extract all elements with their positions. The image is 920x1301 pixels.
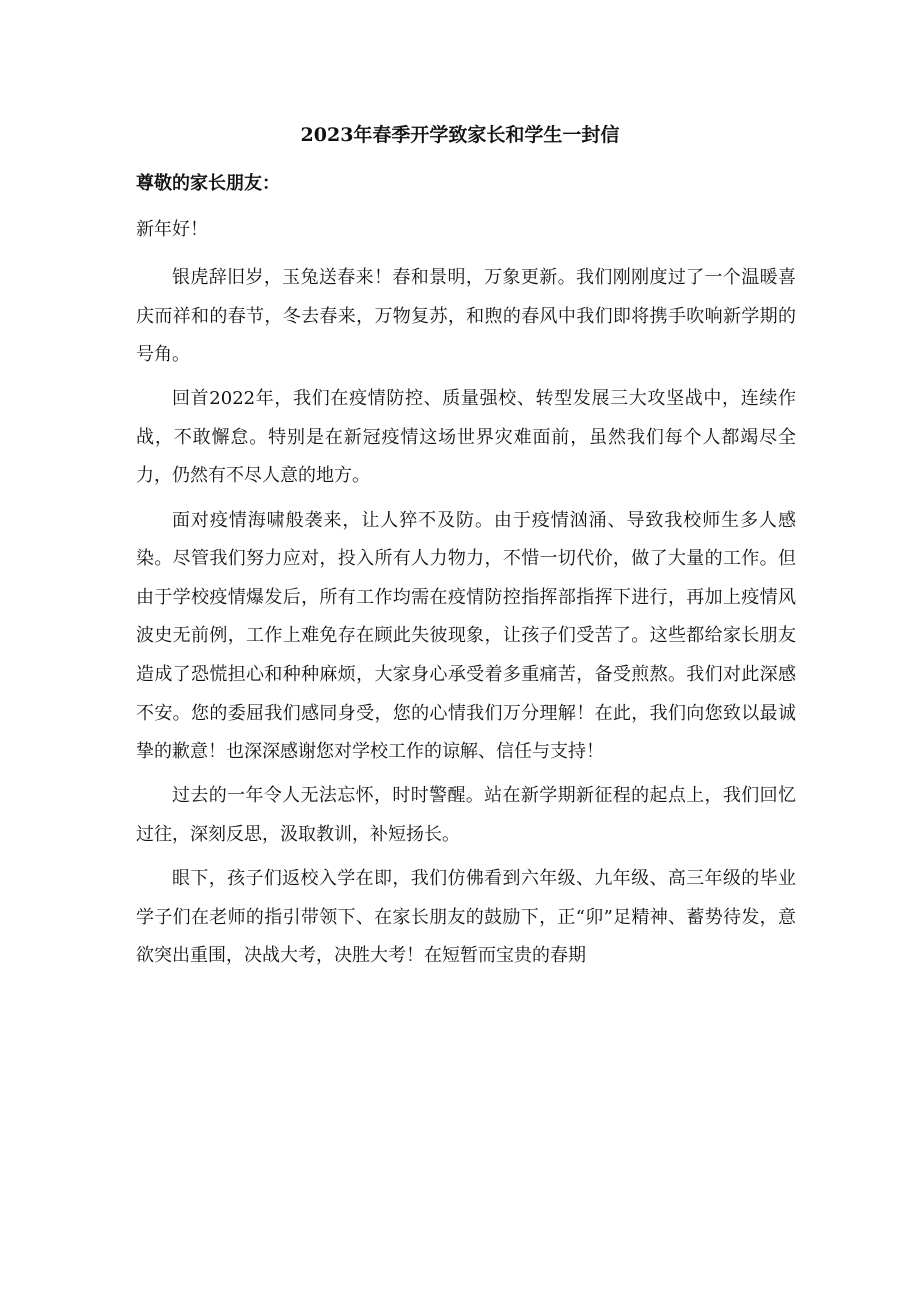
paragraph-epidemic-apology: 面对疫情海啸般袭来，让人猝不及防。由于疫情汹涌、导致我校师生多人感染。尽管我们努力应对，投入所有人力物力，不惜一切代价，做了大量的工作。但由于学校疫情爆发后，所有工作均需在疫情防控指挥部指挥下进行，再加上疫情风波史无前例，工作上难免存在顾此失彼现象，让孩子们受苦了。这些都给家长朋友造成了恐慌担心和种种麻烦，大家身心承受着多重痛苦，备受煎熬。我们对此深感不安。您的委屈我们感同身受，您的心情我们万分理解！在此，我们向您致以最诚挚的歉意！也深深感谢您对学校工作的谅解、信任与支持！ — [136, 509, 796, 763]
paragraph-reflection: 过去的一年令人无法忘怀，时时警醒。站在新学期新征程的起点上，我们回忆过往，深刻反思，汲取教训，补短扬长。 — [136, 785, 796, 845]
salutation: 尊敬的家长朋友： — [136, 173, 280, 194]
paragraph-new-year: 银虎辞旧岁，玉兔送春来！春和景明，万象更新。我们刚刚度过了一个温暖喜庆而祥和的春节，冬去春来，万物复苏，和煦的春风中我们即将携手吹响新学期的号角。 — [136, 267, 796, 366]
letter-title: 2023年春季开学致家长和学生一封信 — [300, 124, 620, 146]
paragraph-return-to-school: 眼下，孩子们返校入学在即，我们仿佛看到六年级、九年级、高三年级的毕业学子们在老师的指引带领下、在家长朋友的鼓励下，正“卯”足精神、蓄势待发，意欲突出重围，决战大考，决胜大考！在短暂而宝贵的春期 — [136, 867, 796, 967]
letter-body — [136, 259, 796, 981]
paragraph-review-2022: 回首2022年，我们在疫情防控、质量强校、转型发展三大攻坚战中，连续作战，不敢懈怠。特别是在新冠疫情这场世界灾难面前，虽然我们每个人都竭尽全力，仍然有不尽人意的地方。 — [136, 388, 796, 487]
greeting: 新年好！ — [136, 219, 208, 240]
